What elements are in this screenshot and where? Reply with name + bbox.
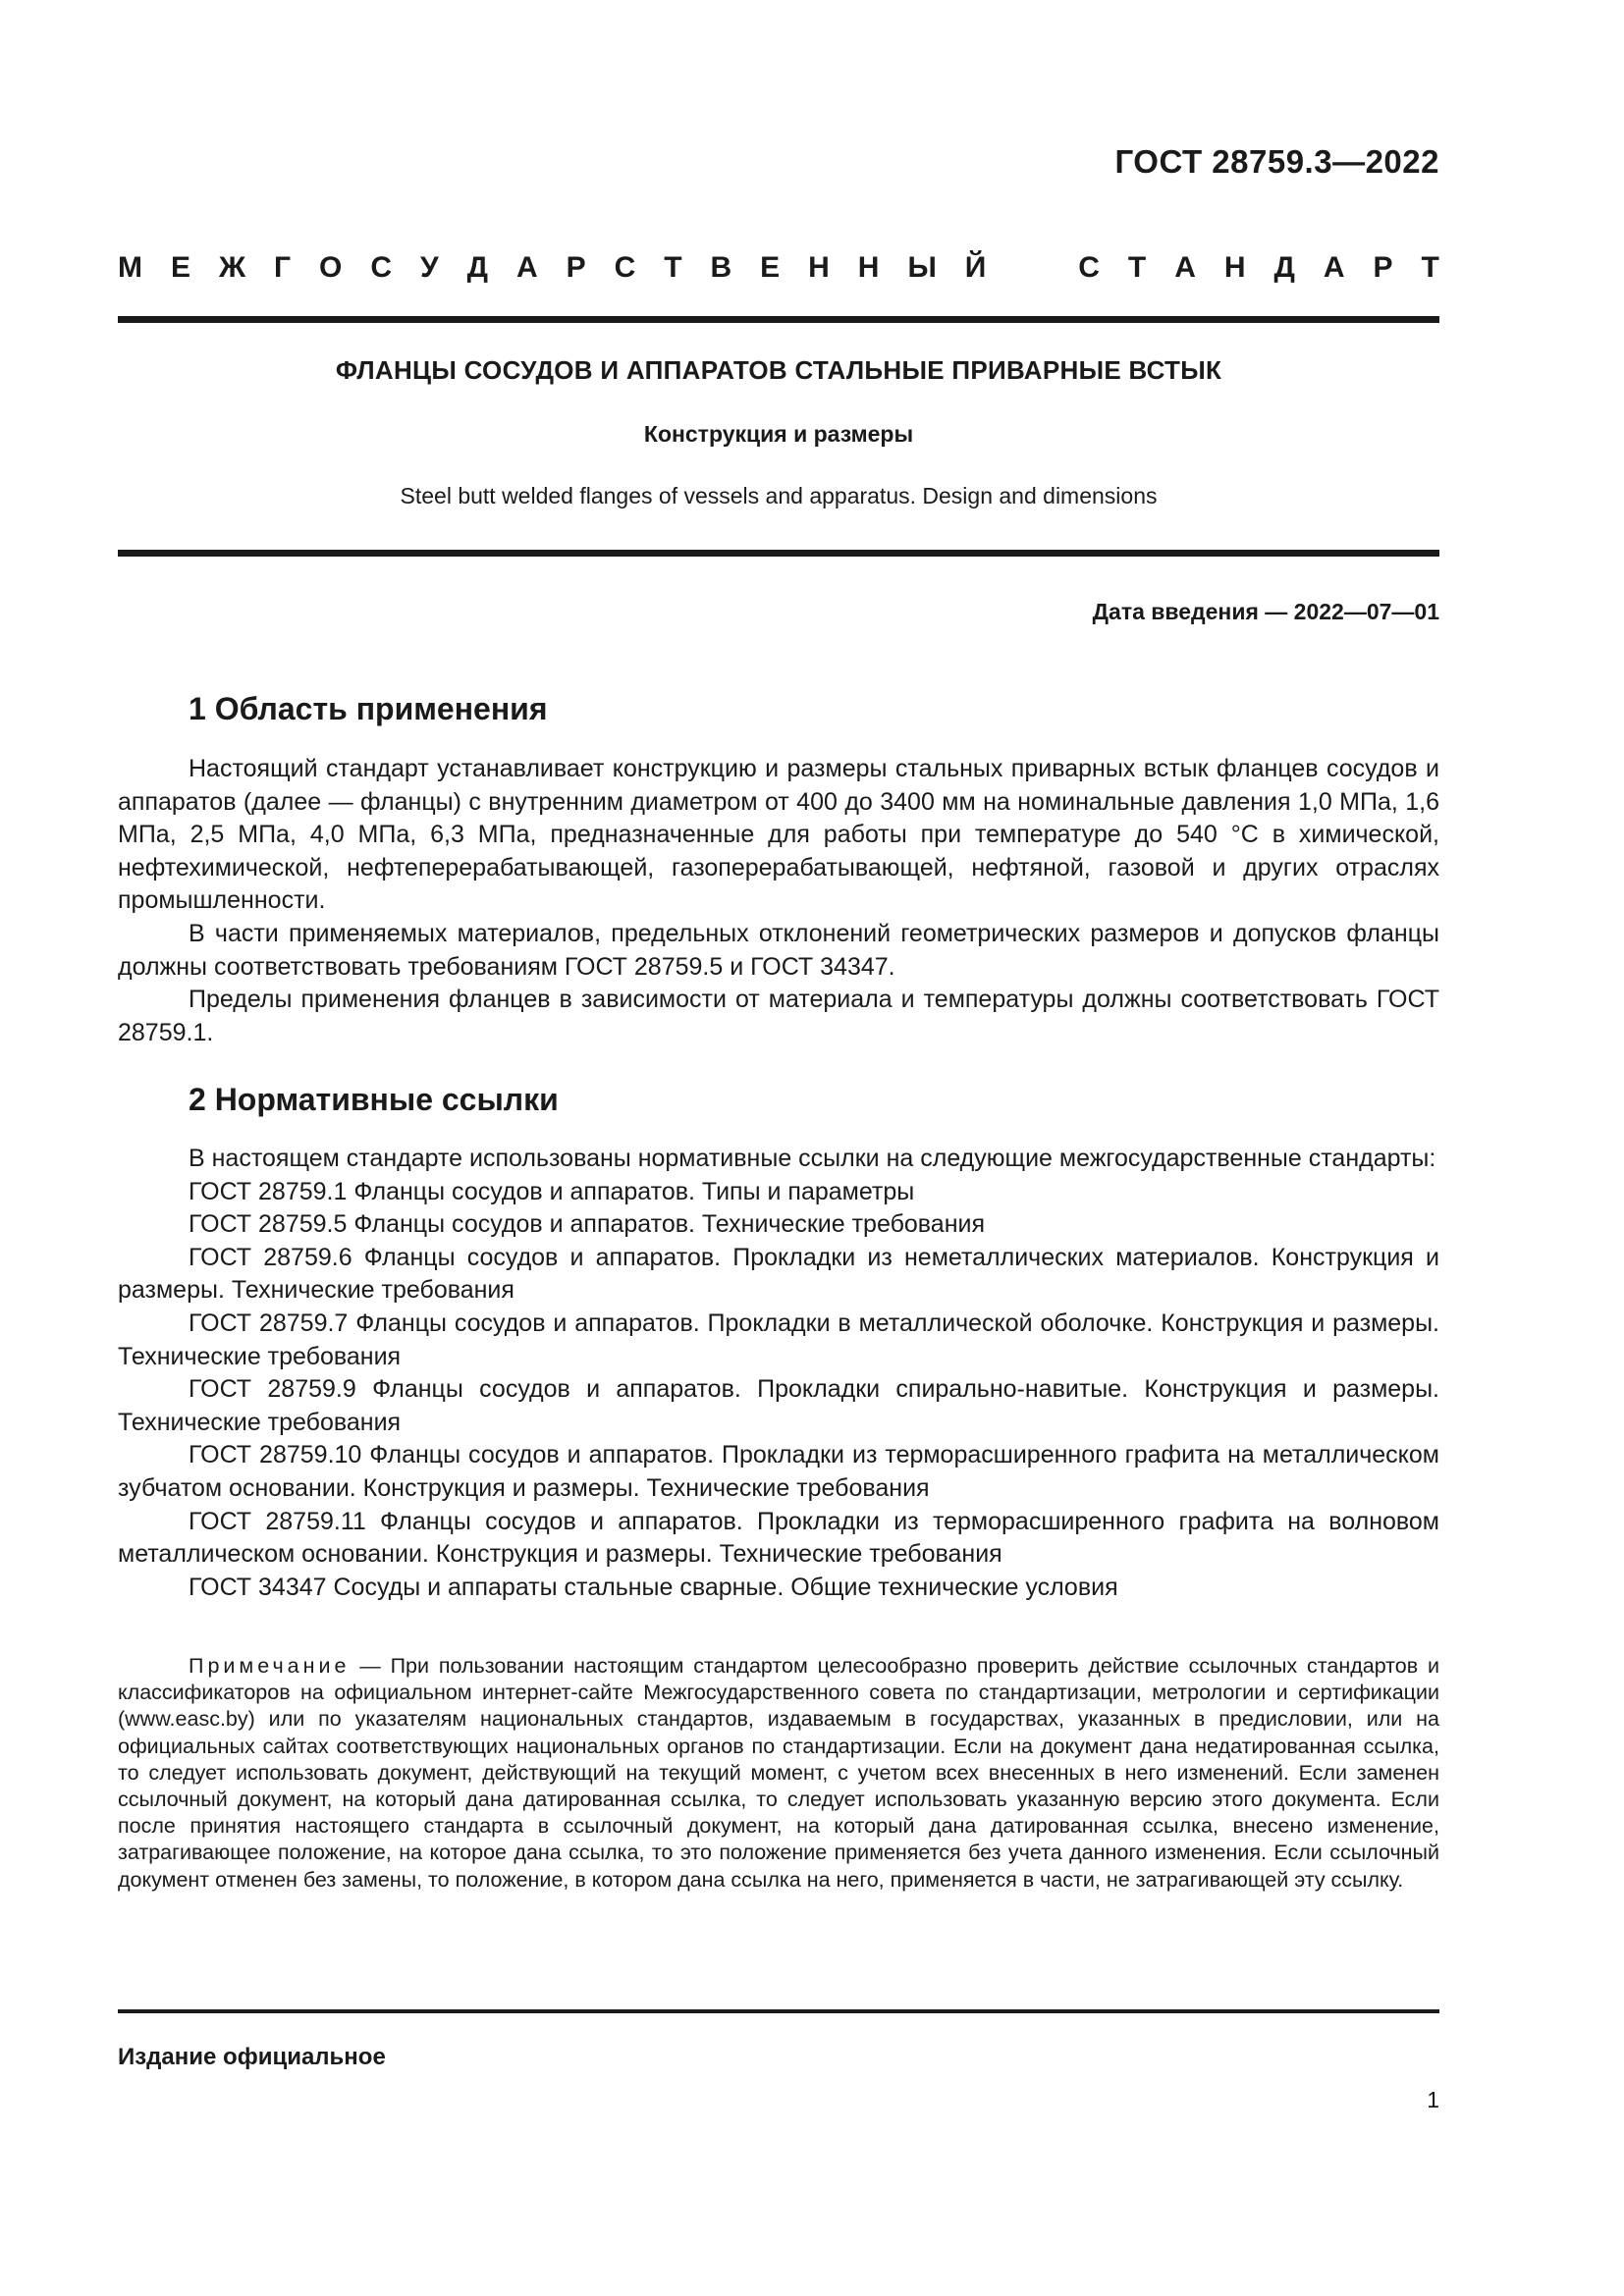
footer-divider <box>118 2009 1439 2013</box>
page-number: 1 <box>1427 2087 1439 2112</box>
banner-letter: Е <box>170 251 190 284</box>
banner-letter: Е <box>760 251 781 284</box>
document-subtitle: Конструкция и размеры <box>643 421 914 447</box>
section-1-body <box>118 753 1439 1049</box>
banner-letter: Н <box>1223 251 1246 284</box>
banner-letter: А <box>1323 251 1345 284</box>
banner-letter: Т <box>1127 251 1147 284</box>
reference-item: ГОСТ 28759.6 Фланцы сосудов и аппаратов. Прокладки из неметаллических материалов. Конструкция и размеры. Технические требования <box>118 1243 1439 1305</box>
title-divider <box>118 550 1439 557</box>
note-text: — При пользовании настоящим стандартом целесообразно проверить действие ссылочных стандартов и классификаторов на официальном интернет-сайте Межгосударственного совета по стандартизации, метрологии и сертификации (www.easc.by) или по указателям национальных стандартов, издаваемым в государствах, указанных в предисловии, или на официальных сайтах соответствующих национальных органов по стандартизации. Если на документ дана недатированная ссылка, то следует использовать документ, действующий на текущий момент, с учетом всех внесенных в него изменений. Если заменен ссылочный документ, на который дана датированная ссылка, то следует использовать указанную версию этого документа. Если после принятия настоящего стандарта в ссылочный документ, на который дана датированная ссылка, внесено изменение, затрагивающее положение, на которое дана ссылка, то это положение применяется без учета данного изменения. Если ссылочный документ отменен без замены, то положение, в котором дана ссылка на него, применяется в части, не затрагивающей эту ссылку. <box>118 1654 1439 1892</box>
banner-letter: Й <box>964 251 987 284</box>
reference-item: ГОСТ 34347 Сосуды и аппараты стальные сварные. Общие технические условия <box>189 1573 1118 1601</box>
banner-letter: С <box>370 251 393 284</box>
section-2-body <box>118 1143 1439 1604</box>
banner-letter: А <box>515 251 538 284</box>
official-edition-label: Издание официальное <box>118 2044 386 2070</box>
paragraph: Настоящий стандарт устанавливает конструкцию и размеры стальных приварных встык фланцев сосудов и аппаратов (далее — фланцы) с внутренним диаметром от 400 до 3400 мм на номинальные давления 1,0 МПа, 1,6 МПа, 2,5 МПа, 4,0 МПа, 6,3 МПа, предназначенные для работы при температуре до 540 °С в химической, нефтехимической, нефтеперерабатывающей, газоперерабатывающей, нефтяной, газовой и других отраслях промышленности. <box>118 755 1439 915</box>
banner-letter: М <box>118 251 142 284</box>
banner-letter: В <box>710 251 732 284</box>
document-number: ГОСТ 28759.3—2022 <box>1114 143 1439 180</box>
banner-word-gap <box>1014 251 1050 285</box>
banner-letter: Д <box>1273 251 1295 284</box>
introduction-date: Дата введения — 2022—07—01 <box>1092 599 1439 624</box>
banner-letter: О <box>319 251 343 284</box>
standard-type-banner <box>118 251 1439 285</box>
reference-item: ГОСТ 28759.1 Фланцы сосудов и аппаратов. Типы и параметры <box>189 1177 915 1205</box>
note-block <box>118 1653 1439 1894</box>
english-title: Steel butt welded flanges of vessels and apparatus. Design and dimensions <box>400 483 1158 508</box>
banner-letter: Н <box>857 251 880 284</box>
paragraph: В настоящем стандарте использованы нормативные ссылки на следующие межгосударственные стандарты: <box>189 1145 1436 1172</box>
paragraph: Пределы применения фланцев в зависимости от материала и температуры должны соответствовать ГОСТ 28759.1. <box>118 986 1439 1046</box>
note-label: Примечание <box>189 1654 351 1678</box>
reference-item: ГОСТ 28759.9 Фланцы сосудов и аппаратов. Прокладки спирально-навитые. Конструкция и размеры. Технические требования <box>118 1375 1439 1436</box>
reference-item: ГОСТ 28759.7 Фланцы сосудов и аппаратов. Прокладки в металлической оболочке. Конструкция и размеры. Технические требования <box>118 1308 1439 1370</box>
document-title: ФЛАНЦЫ СОСУДОВ И АППАРАТОВ СТАЛЬНЫЕ ПРИВАРНЫЕ ВСТЫК <box>335 355 1222 385</box>
banner-letter: Ы <box>907 251 937 284</box>
top-divider <box>118 316 1439 323</box>
section-2-heading: 2 Нормативные ссылки <box>189 1082 559 1117</box>
banner-letter: Т <box>1421 251 1439 284</box>
reference-item: ГОСТ 28759.11 Фланцы сосудов и аппаратов. Прокладки из терморасширенного графита на волновом металлическом основании. Конструкция и размеры. Технические требования <box>118 1507 1439 1569</box>
section-1-heading: 1 Область применения <box>189 691 548 726</box>
banner-letter: Н <box>808 251 830 284</box>
reference-item: ГОСТ 28759.5 Фланцы сосудов и аппаратов. Технические требования <box>189 1210 985 1239</box>
banner-letter: С <box>614 251 636 284</box>
banner-letter: Р <box>1373 251 1393 284</box>
banner-letter: А <box>1174 251 1196 284</box>
banner-letter: Р <box>566 251 586 284</box>
banner-letter: С <box>1078 251 1100 284</box>
banner-letter: Ж <box>218 251 246 284</box>
paragraph: В части применяемых материалов, предельных отклонений геометрических размеров и допусков фланцы должны соответствовать требованиям ГОСТ 28759.5 и ГОСТ 34347. <box>118 919 1439 981</box>
banner-letter: Д <box>466 251 488 284</box>
reference-item: ГОСТ 28759.10 Фланцы сосудов и аппаратов. Прокладки из терморасширенного графита на металлическом зубчатом основании. Конструкция и размеры. Технические требования <box>118 1441 1439 1502</box>
banner-letter: У <box>419 251 439 284</box>
banner-letter: Г <box>274 251 292 284</box>
banner-letter: Т <box>664 251 682 284</box>
